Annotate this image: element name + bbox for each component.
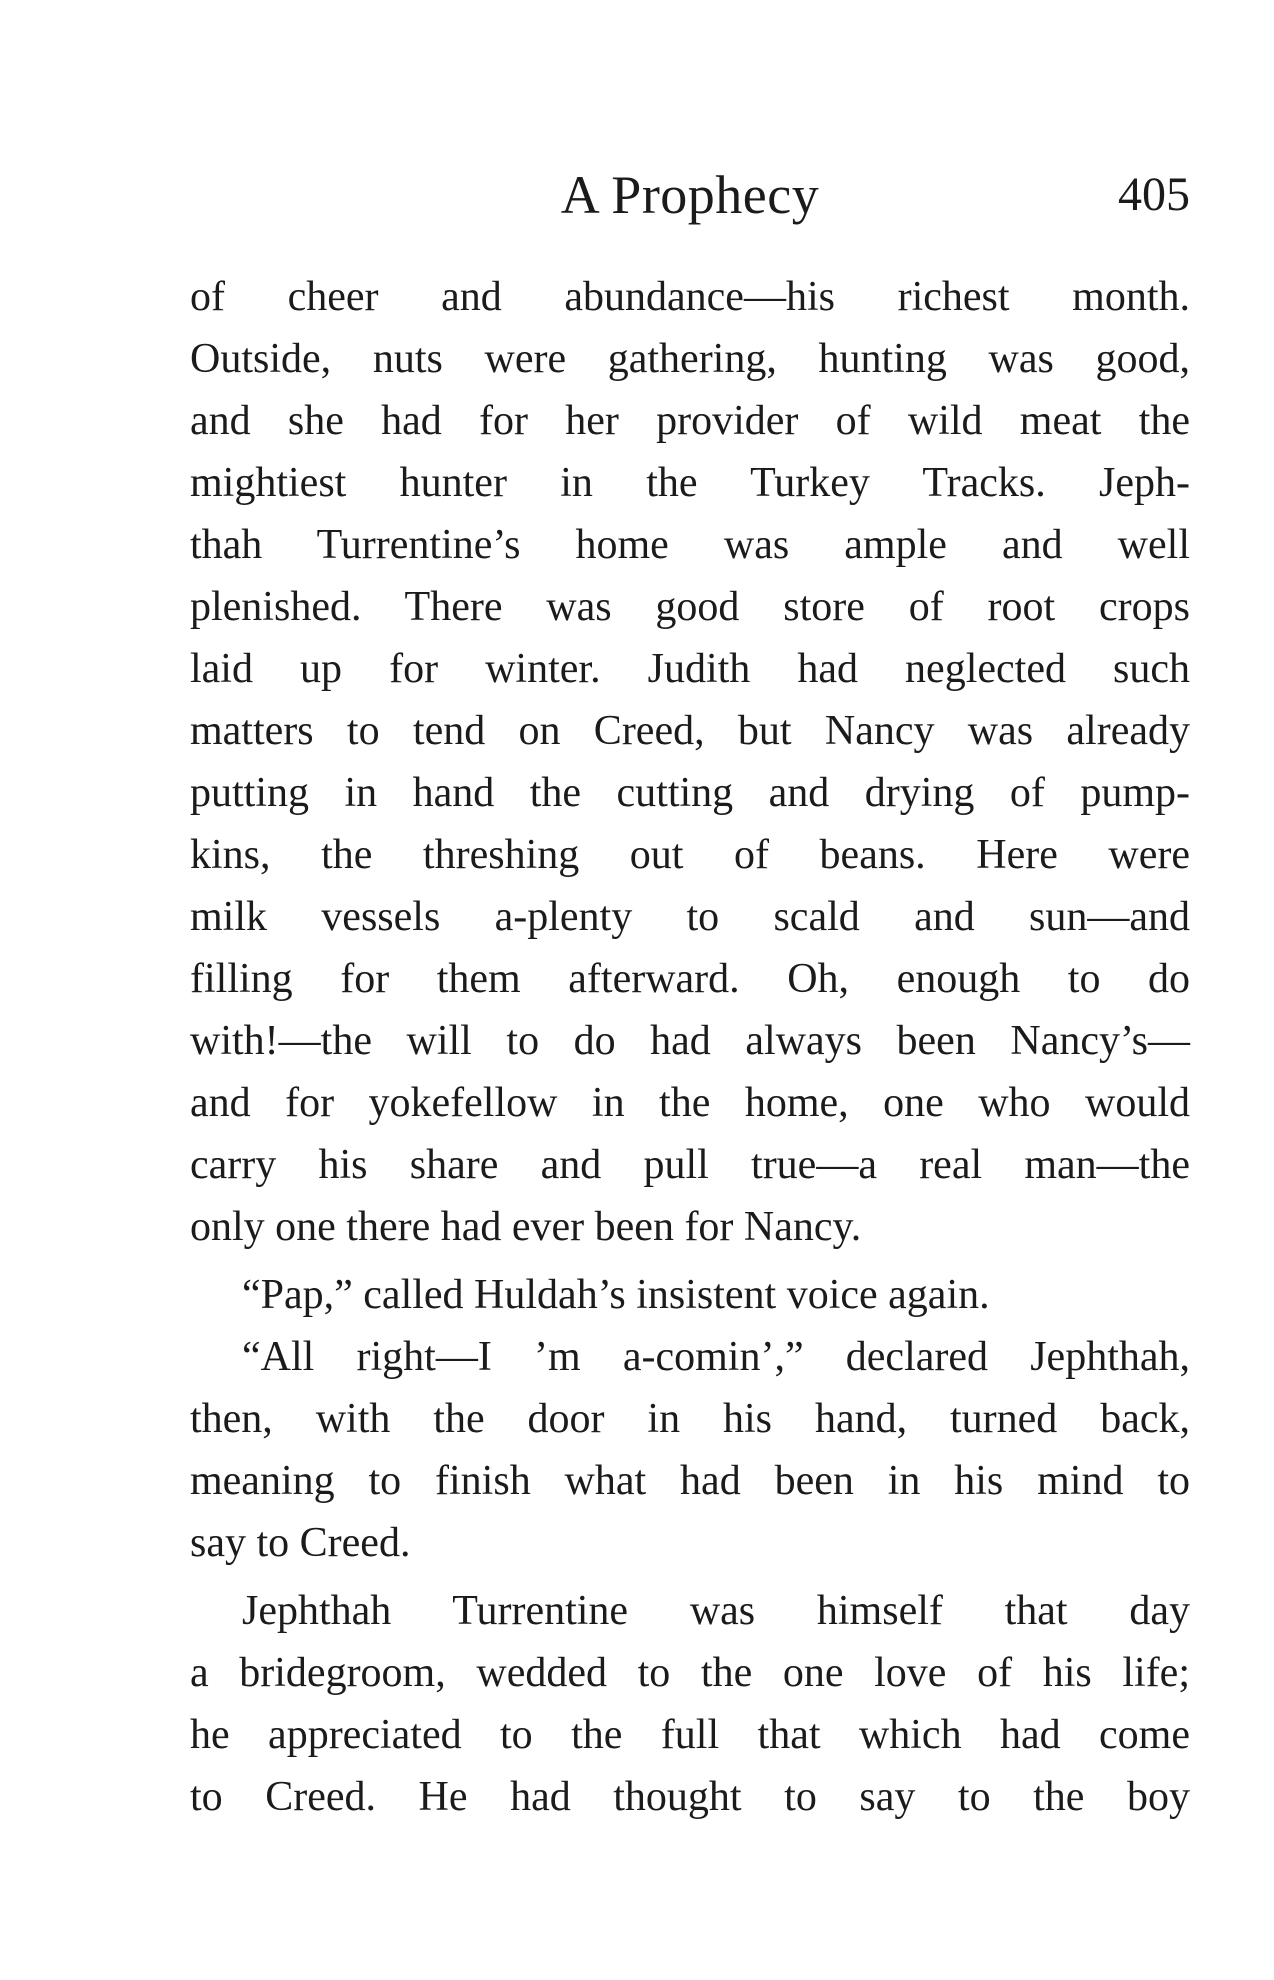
text-line: carry his share and pull true—a real man—the xyxy=(190,1142,1190,1188)
text-line: laid up for winter. Judith had neglected such xyxy=(190,646,1190,692)
running-title: A Prophecy xyxy=(560,165,820,225)
text-line: Jephthah Turrentine was himself that day xyxy=(242,1588,1190,1634)
body-text xyxy=(190,266,1190,1828)
paragraph xyxy=(190,1264,1190,1326)
text-line: and she had for her provider of wild meat the xyxy=(190,398,1190,444)
text-line: putting in hand the cutting and drying of pump- xyxy=(190,770,1190,816)
text-line: “All right—I ’m a-comin’,” declared Jephthah, xyxy=(242,1334,1190,1380)
page-number: 405 xyxy=(1118,168,1190,221)
text-line: only one there had ever been for Nancy. xyxy=(190,1204,862,1250)
text-line: mightiest hunter in the Turkey Tracks. Jeph- xyxy=(190,460,1190,506)
text-line: then, with the door in his hand, turned back, xyxy=(190,1396,1190,1442)
text-line: “Pap,” called Huldah’s insistent voice again. xyxy=(242,1272,990,1318)
paragraph xyxy=(190,1580,1190,1828)
text-line: Outside, nuts were gathering, hunting was good, xyxy=(190,336,1190,382)
text-line: to Creed. He had thought to say to the boy xyxy=(190,1774,1190,1820)
text-line: and for yokefellow in the home, one who would xyxy=(190,1080,1190,1126)
paragraph xyxy=(190,1326,1190,1574)
text-line: milk vessels a-plenty to scald and sun—and xyxy=(190,894,1190,940)
text-line: meaning to finish what had been in his mind to xyxy=(190,1458,1190,1504)
page-header xyxy=(190,160,1190,230)
text-line: say to Creed. xyxy=(190,1520,411,1566)
text-line: of cheer and abundance—his richest month. xyxy=(190,274,1190,320)
text-line: kins, the threshing out of beans. Here were xyxy=(190,832,1190,878)
paragraph xyxy=(190,266,1190,1258)
text-line: with!—the will to do had always been Nancy’s— xyxy=(190,1018,1190,1064)
text-line: filling for them afterward. Oh, enough to do xyxy=(190,956,1190,1002)
text-line: a bridegroom, wedded to the one love of his life; xyxy=(190,1650,1190,1696)
text-line: plenished. There was good store of root crops xyxy=(190,584,1190,630)
text-line: he appreciated to the full that which had come xyxy=(190,1712,1190,1758)
text-line: matters to tend on Creed, but Nancy was already xyxy=(190,708,1190,754)
text-line: thah Turrentine’s home was ample and well xyxy=(190,522,1190,568)
